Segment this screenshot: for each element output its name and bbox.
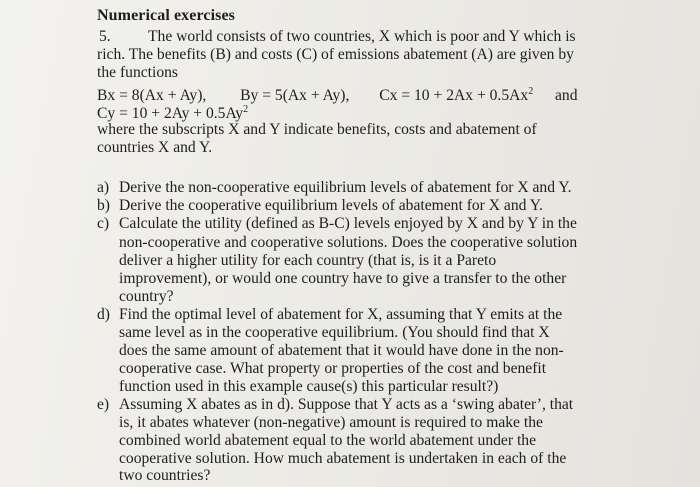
question-d-line-1: Find the optimal level of abatement for X, assuming that Y emits at the — [119, 306, 563, 323]
question-c-line-1: Calculate the utility (defined as B-C) levels enjoyed by X and by Y in the — [119, 215, 577, 232]
question-d-line-5: function used in this example cause(s) this particular result?) — [119, 378, 499, 395]
question-c-label: c) — [97, 215, 110, 232]
question-c-line-2: non-cooperative and cooperative solutions. Does the cooperative solution — [119, 234, 578, 251]
intro-line-2: rich. The benefits (B) and costs (C) of emissions abatement (A) are given by — [97, 46, 574, 63]
question-e-line-2: is, it abates whatever (non-negative) amount is required to make the — [119, 414, 543, 431]
where-line-2: countries X and Y. — [97, 139, 213, 156]
question-a-line-1: Derive the non-cooperative equilibrium levels of abatement for X and Y. — [119, 179, 572, 196]
question-e-label: e) — [97, 396, 110, 413]
question-c-line-5: country? — [119, 288, 174, 305]
section-heading: Numerical exercises — [97, 7, 235, 24]
equation-bx: Bx = 8(Ax + Ay), — [97, 87, 207, 105]
where-line-1: where the subscripts X and Y indicate benefits, costs and abatement of — [97, 121, 537, 138]
intro-line-1: The world consists of two countries, X which is poor and Y which is — [148, 28, 576, 45]
equation-cy: $Cy = 10 + 2Ay + 0.5Ay^2$ — [97, 104, 249, 123]
question-c-line-4: improvement), or would one country have to give a transfer to the other — [119, 270, 567, 287]
problem-number: 5. — [99, 28, 111, 45]
question-b-line-1: Derive the cooperative equilibrium levels of abatement for X and Y. — [119, 197, 543, 214]
intro-line-3: the functions — [97, 64, 178, 81]
question-e-line-1: Assuming X abates as in d). Suppose that Y acts as a ‘swing abater’, that — [119, 396, 574, 413]
equation-cx: $Cx = 10 + 2Ax + 0.5Ax^2$ — [379, 86, 534, 105]
equations-row-2 — [97, 101, 248, 123]
question-e-line-4: cooperative solution. How much abatement is undertaken in each of the — [119, 450, 567, 467]
question-a-label: a) — [97, 179, 110, 196]
question-d-line-2: same level as in the cooperative equilibrium. (You should find that X — [119, 324, 550, 341]
question-d-line-3: does the same amount of abatement that it would have done in the non- — [119, 342, 564, 359]
question-e-line-5: two countries? — [119, 467, 211, 484]
equation-and: and — [555, 87, 578, 105]
question-b-label: b) — [97, 197, 110, 214]
question-d-label: d) — [97, 306, 110, 323]
question-d-line-4: cooperative case. What property or properties of the cost and benefit — [119, 360, 547, 377]
question-c-line-3: deliver a higher utility for each country (that is, is it a Pareto — [119, 252, 497, 269]
equation-by: By = 5(Ax + Ay), — [240, 87, 350, 105]
question-e-line-3: combined world abatement equal to the world abatement under the — [119, 432, 536, 449]
